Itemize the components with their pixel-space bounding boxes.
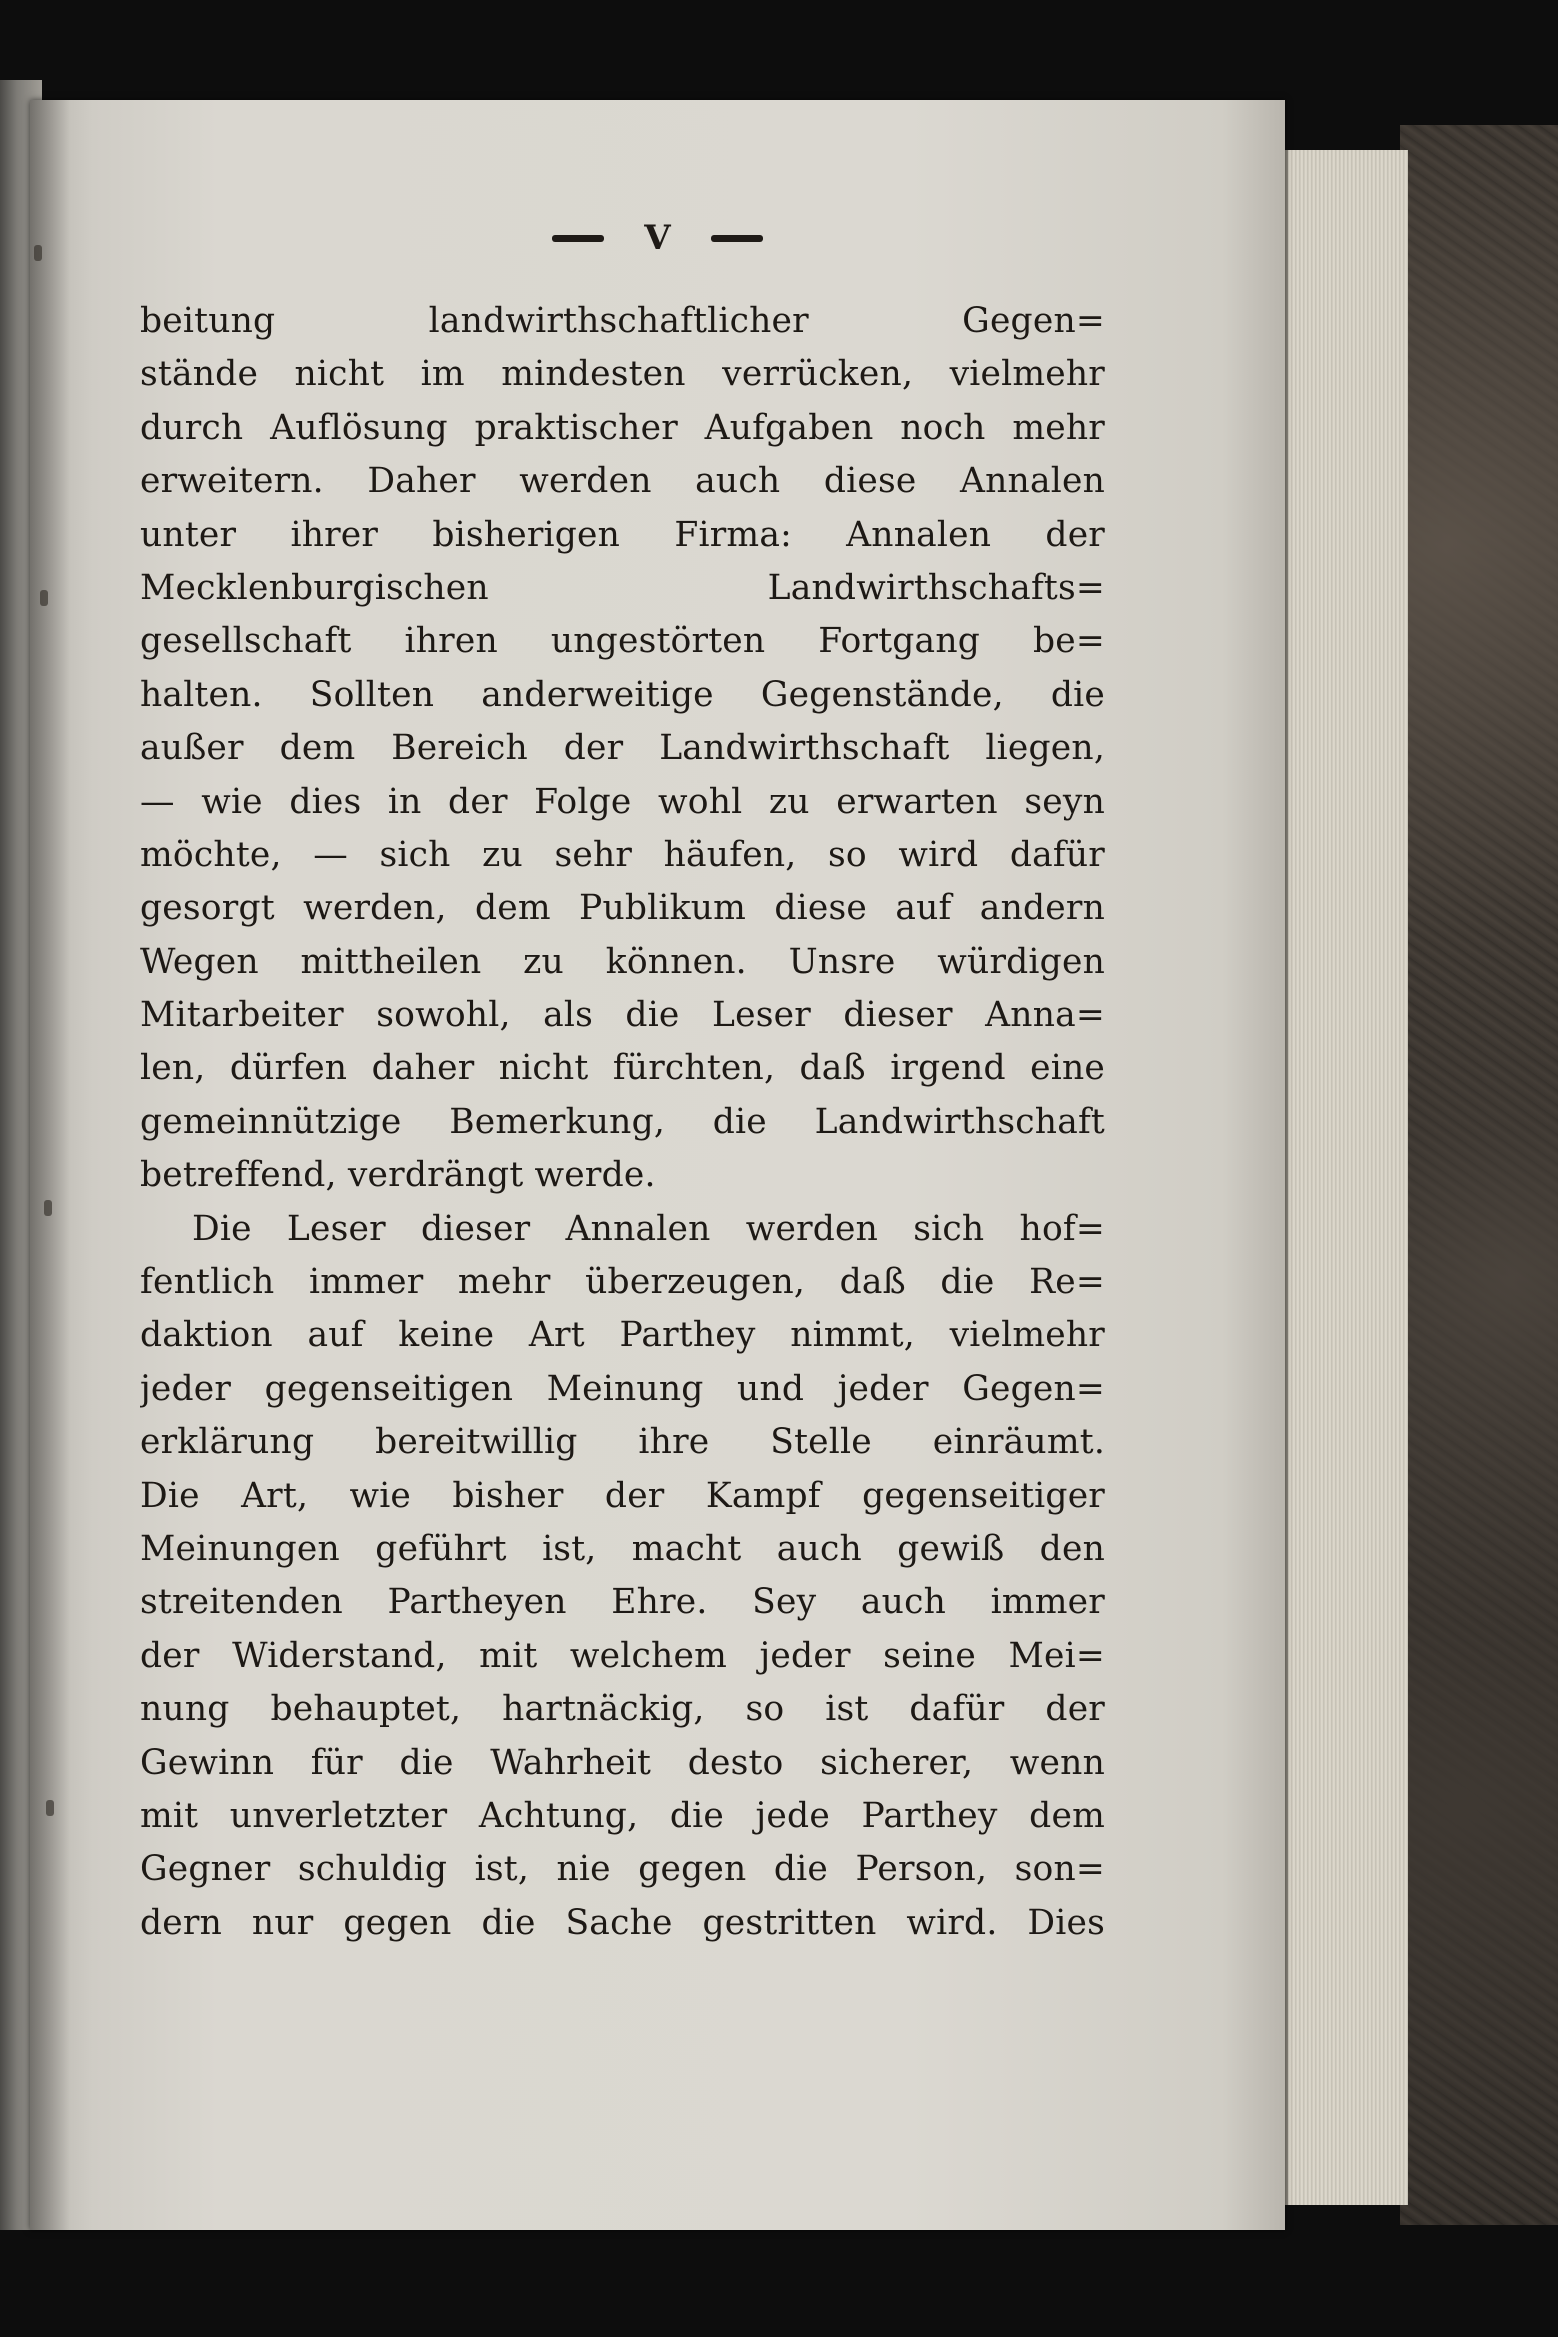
text-line: — wie dies in der Folge wohl zu erwarten seyn	[140, 781, 1105, 822]
text-line: gesellschaft ihren ungestörten Fortgang be=	[140, 621, 1105, 662]
text-line-paragraph-start: Die Leser dieser Annalen werden sich hof=	[192, 1208, 1105, 1249]
text-line: len, dürfen daher nicht fürchten, daß irgend eine	[140, 1048, 1105, 1089]
text-line: erklärung bereitwillig ihre Stelle einräumt.	[140, 1422, 1105, 1463]
running-head-dash-left	[552, 235, 604, 242]
text-line: Mecklenburgischen Landwirthschafts=	[140, 567, 1105, 608]
text-line: der Widerstand, mit welchem jeder seine Mei=	[140, 1635, 1105, 1676]
text-line: möchte, — sich zu sehr häufen, so wird dafür	[140, 834, 1105, 875]
text-line: betreffend, verdrängt werde.	[140, 1155, 656, 1196]
book-page	[30, 100, 1285, 2230]
text-line: gesorgt werden, dem Publikum diese auf andern	[140, 888, 1105, 929]
text-line: Gewinn für die Wahrheit desto sicherer, wenn	[140, 1742, 1105, 1783]
text-line: streitenden Partheyen Ehre. Sey auch immer	[140, 1582, 1105, 1623]
text-line: mit unverletzter Achtung, die jede Parthey dem	[140, 1795, 1105, 1836]
running-head-dash-right	[711, 235, 763, 242]
text-line: Meinungen geführt ist, macht auch gewiß den	[140, 1528, 1105, 1569]
body-text	[140, 295, 1105, 1950]
running-head	[30, 218, 1285, 258]
text-line: außer dem Bereich der Landwirthschaft liegen,	[140, 728, 1105, 769]
text-line: gemeinnützige Bemerkung, die Landwirthschaft	[140, 1101, 1105, 1142]
gutter-shadow	[30, 100, 70, 2230]
book-cover-edge	[1400, 125, 1558, 2225]
text-line: halten. Sollten anderweitige Gegenstände, die	[140, 674, 1105, 715]
text-line: Mitarbeiter sowohl, als die Leser dieser Anna=	[140, 995, 1105, 1036]
text-line: fentlich immer mehr überzeugen, daß die Re=	[140, 1262, 1105, 1303]
text-line: erweitern. Daher werden auch diese Annalen	[140, 461, 1105, 502]
text-line: durch Auflösung praktischer Aufgaben noch mehr	[140, 407, 1105, 448]
text-line: dern nur gegen die Sache gestritten wird. Dies	[140, 1902, 1105, 1943]
margin-blemish	[46, 1800, 54, 1816]
text-line: stände nicht im mindesten verrücken, vielmehr	[140, 354, 1105, 395]
text-line: unter ihrer bisherigen Firma: Annalen der	[140, 514, 1105, 555]
text-line: Wegen mittheilen zu können. Unsre würdigen	[140, 941, 1105, 982]
margin-blemish	[40, 590, 48, 606]
page-block-edge	[1285, 150, 1408, 2205]
page-number: V	[644, 218, 671, 258]
margin-blemish	[44, 1200, 52, 1216]
text-line: Gegner schuldig ist, nie gegen die Person, son=	[140, 1849, 1105, 1890]
text-line: Die Art, wie bisher der Kampf gegenseitiger	[140, 1475, 1105, 1516]
margin-blemish	[34, 245, 42, 261]
text-line: beitung landwirthschaftlicher Gegen=	[140, 301, 1105, 341]
text-line: daktion auf keine Art Parthey nimmt, vielmehr	[140, 1315, 1105, 1356]
text-line: nung behauptet, hartnäckig, so ist dafür der	[140, 1689, 1105, 1730]
text-line: jeder gegenseitigen Meinung und jeder Gegen=	[140, 1368, 1105, 1409]
